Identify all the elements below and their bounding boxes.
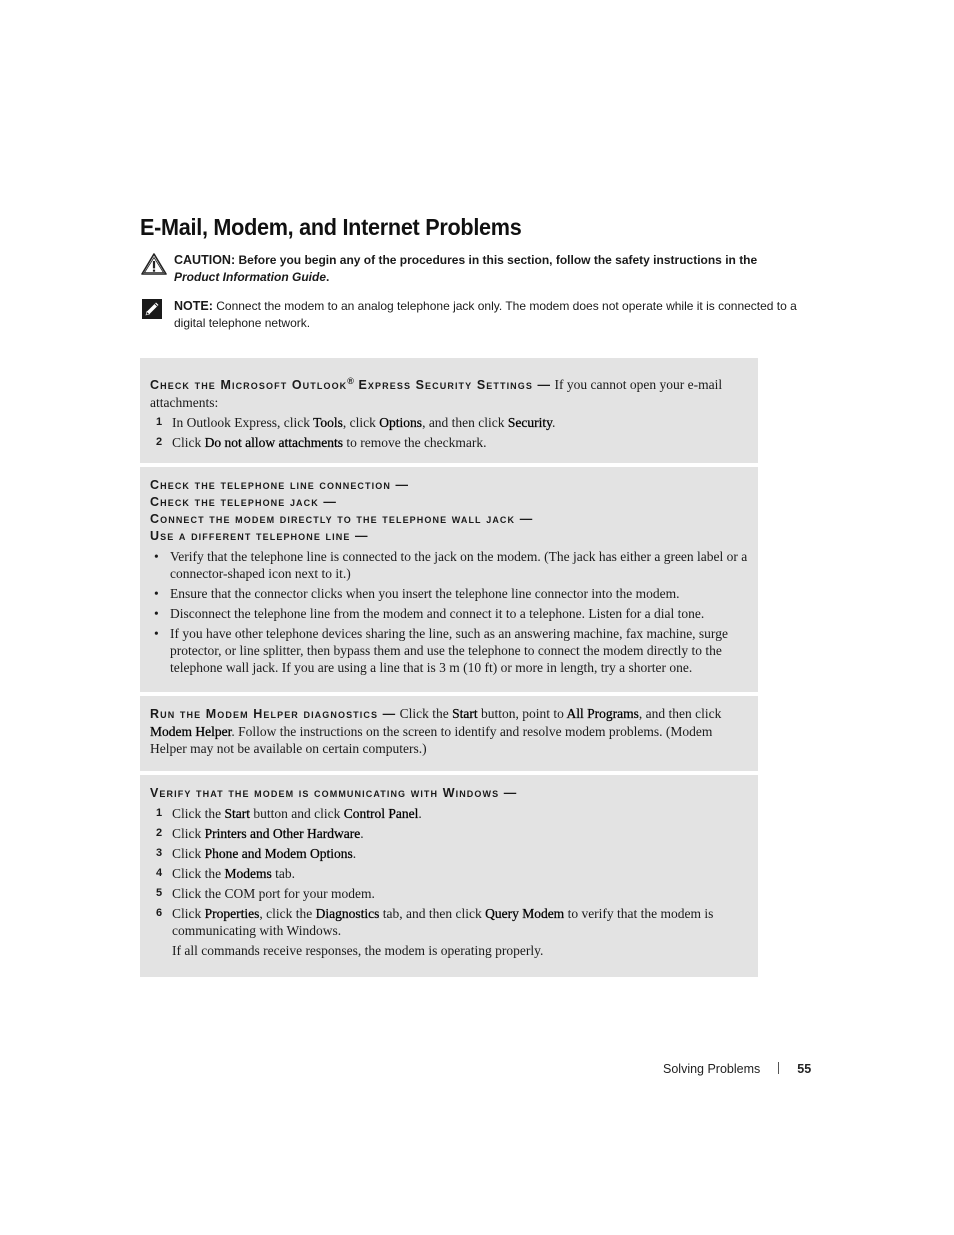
telephone-line-section xyxy=(140,467,758,692)
telephone-heading: Use a different telephone line — xyxy=(150,529,369,543)
windows-step: 6 Click Properties, click the Diagnostics tab, and then click Query Modem to verify that the modem is communicating with Windows. xyxy=(150,905,748,939)
printers-hardware-ref: Printers and Other Hardware xyxy=(204,826,361,841)
step-number: 6 xyxy=(156,907,163,919)
footer-section-title: Solving Problems xyxy=(663,1062,761,1076)
windows-step: 3 Click Phone and Modem Options. xyxy=(150,845,748,862)
query-modem-ref: Query Modem xyxy=(485,906,565,921)
step-number: 3 xyxy=(156,847,163,859)
outlook-security-section xyxy=(140,358,758,463)
page-title: E-Mail, Modem, and Internet Problems xyxy=(140,214,522,240)
caution-text: Before you begin any of the procedures in this section, follow the safety instructions in the xyxy=(238,253,758,267)
modems-tab-ref: Modems xyxy=(224,866,272,881)
do-not-allow-ref: Do not allow attachments xyxy=(204,435,343,451)
phone-modem-options-ref: Phone and Modem Options xyxy=(204,846,353,861)
note-notice xyxy=(140,298,820,332)
caution-triangle-icon xyxy=(140,252,168,281)
outlook-step: 2 Click Do not allow attachments to remove the checkmark. xyxy=(150,434,748,451)
windows-step: 5 Click the COM port for your modem. xyxy=(150,885,748,902)
verify-windows-heading: Verify that the modem is communicating with Windows — xyxy=(150,786,518,800)
windows-step: 1 Click the Start button and click Control Panel. xyxy=(150,805,748,822)
options-menu-ref: Options xyxy=(379,415,423,431)
windows-step: 2 Click Printers and Other Hardware. xyxy=(150,825,748,842)
step-number: 2 xyxy=(156,436,163,449)
outlook-heading: Check the Microsoft Outlook® Express Security Settings — xyxy=(150,376,552,393)
windows-result-text: If all commands receive responses, the modem is operating properly. xyxy=(172,943,544,958)
telephone-heading: Connect the modem directly to the telephone wall jack — xyxy=(150,512,534,526)
list-item: • Disconnect the telephone line from the modem and connect it to a telephone. Listen for a dial tone. xyxy=(154,606,705,621)
telephone-bullet-list xyxy=(150,548,748,676)
note-label: NOTE: xyxy=(174,299,213,313)
tools-menu-ref: Tools xyxy=(313,415,343,431)
page-footer xyxy=(663,1062,811,1076)
outlook-paragraph xyxy=(150,373,748,411)
telephone-heading: Check the telephone line connection — xyxy=(150,478,410,492)
page-number: 55 xyxy=(797,1062,812,1076)
footer-divider xyxy=(778,1062,779,1074)
modem-helper-heading: Run the Modem Helper diagnostics — xyxy=(150,707,397,721)
windows-step: 4 Click the Modems tab. xyxy=(150,865,748,882)
outlook-intro: If you cannot open your e-mail attachments: xyxy=(150,377,723,411)
list-item: • If you have other telephone devices sharing the line, such as an answering machine, fax machine, surge protector, or line splitter, then bypass them and use the telephone to connect the modem directly to the telephone wall jack. If you are using a line that is 3 m (10 ft) or more in length, try a shorter one. xyxy=(154,626,728,675)
properties-ref: Properties xyxy=(204,906,260,921)
list-item: • Verify that the telephone line is connected to the jack on the modem. (The jack has either a green label or a connector-shaped icon next to it.) xyxy=(154,549,748,581)
telephone-heading: Check the telephone jack — xyxy=(150,495,338,509)
verify-windows-section xyxy=(140,775,758,977)
note-pencil-icon xyxy=(140,298,164,325)
start-button-ref: Start xyxy=(224,806,250,821)
all-programs-ref: All Programs xyxy=(566,706,639,721)
caution-end: . xyxy=(326,270,330,284)
modem-helper-paragraph: Run the Modem Helper diagnostics — Click the Start button, point to All Programs, and then click Modem Helper. Follow the instructions on the screen to identify and resolve modem problems. (Modem Helper may not be available on certain computers.) xyxy=(150,706,722,756)
start-button-ref: Start xyxy=(452,706,478,721)
step-number: 1 xyxy=(156,416,163,429)
control-panel-ref: Control Panel xyxy=(343,806,419,821)
step-number: 5 xyxy=(156,887,163,899)
modem-helper-section xyxy=(140,696,758,771)
step-number: 4 xyxy=(156,867,163,879)
outlook-step: 1 In Outlook Express, click Tools, click Options, and then click Security. xyxy=(150,414,748,431)
note-text: Connect the modem to an analog telephone jack only. The modem does not operate while it is connected to a digital telephone network. xyxy=(174,299,797,330)
step-number: 2 xyxy=(156,827,163,839)
step-number: 1 xyxy=(156,807,163,819)
caution-reference: Product Information Guide xyxy=(174,270,326,284)
modem-helper-ref: Modem Helper xyxy=(150,724,232,739)
caution-notice xyxy=(140,252,820,286)
caution-label: CAUTION: xyxy=(174,253,236,267)
list-item: • Ensure that the connector clicks when you insert the telephone line connector into the modem. xyxy=(154,586,680,601)
diagnostics-tab-ref: Diagnostics xyxy=(315,906,380,921)
security-tab-ref: Security xyxy=(507,415,553,431)
